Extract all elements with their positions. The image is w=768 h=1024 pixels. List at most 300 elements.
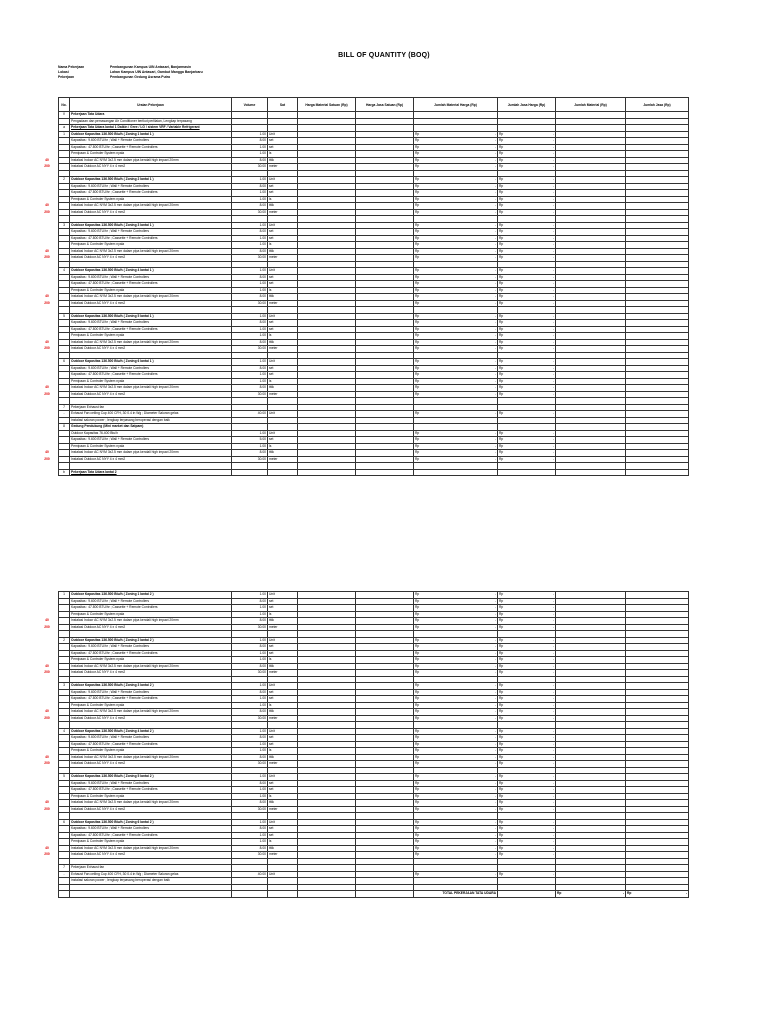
col-header-desc: Uraian Pekerjaan [70, 98, 232, 112]
material-total-value: - [494, 385, 496, 390]
item-volume: 8.00 [232, 754, 268, 761]
item-unit: Unit [268, 313, 298, 320]
item-number: a [59, 125, 70, 132]
side-label: 40 [45, 339, 49, 344]
currency-label: Rp [499, 333, 504, 338]
service-total-value: - [552, 748, 554, 753]
item-description: Kapasitas : 47.800 BTU/hr ; Cassette + Remote Controllers [70, 190, 232, 197]
item-volume: 1.00 [232, 268, 268, 275]
service-total-value: - [552, 657, 554, 662]
currency-label: Rp [499, 365, 504, 370]
currency-label: Rp [415, 696, 420, 701]
currency-label: Rp [499, 164, 504, 169]
currency-label: Rp [415, 320, 420, 325]
item-description: Instalasi Indoor AC NYM 3x2.5 mm dalam pipa kendali high impact 20mm [70, 845, 232, 852]
currency-label: Rp [415, 819, 420, 824]
item-volume: 1.00 [232, 281, 268, 288]
currency-label: Rp [415, 144, 420, 149]
service-total-value: - [552, 683, 554, 688]
currency-label: Rp [499, 683, 504, 688]
item-number: b [59, 469, 70, 476]
currency-label: Rp [499, 157, 504, 162]
material-total-value: - [494, 450, 496, 455]
material-total-value: - [494, 203, 496, 208]
item-description: Instalasi Indoor AC NYM 3x2.5 mm dalam pipa kendali high impact 20mm [70, 800, 232, 807]
currency-label: Rp [499, 287, 504, 292]
material-total-value: - [494, 683, 496, 688]
item-description: Instalasi Outdoor AC NYY 4 x 4 mm2 [70, 164, 232, 171]
currency-label: Rp [499, 313, 504, 318]
material-total-value: - [494, 359, 496, 364]
service-total-value: - [552, 780, 554, 785]
item-description: Kapasitas : 47.800 BTU/hr ; Cassette + Remote Controllers [70, 281, 232, 288]
item-description: Kapasitas : 9.600 BTU/hr ; Wall + Remote Controllers [70, 598, 232, 605]
side-label: 40 [45, 385, 49, 389]
col-header-volume: Volume [232, 98, 268, 112]
item-volume: 1.00 [232, 793, 268, 800]
total-material-value: - [622, 891, 624, 896]
item-volume: 1.00 [232, 196, 268, 203]
item-unit: Unit [268, 774, 298, 781]
currency-label: Rp [499, 845, 504, 850]
item-unit: set [268, 183, 298, 190]
meta-row [58, 75, 203, 80]
side-label: 200 [44, 624, 50, 629]
material-total-value: - [494, 761, 496, 766]
service-total-value: - [552, 826, 554, 831]
currency-label: Rp [499, 650, 504, 655]
item-unit: meter [268, 300, 298, 307]
currency-label: Rp [557, 891, 562, 896]
item-unit: ls [268, 748, 298, 755]
item-description: Instalasi Indoor AC NYM 3x2.5 mm dalam pipa kendali high impact 20mm [70, 294, 232, 301]
item-unit: titik [268, 845, 298, 852]
item-description: Instalasi Outdoor AC NYY 4 x 4 mm2 [70, 255, 232, 262]
item-unit: Unit [268, 359, 298, 366]
material-total-value: - [494, 313, 496, 318]
item-description: Kapasitas : 47.800 BTU/hr ; Cassette + Remote Controllers [70, 696, 232, 703]
item-unit: Unit [268, 222, 298, 229]
item-unit: meter [268, 164, 298, 171]
side-label: 200 [44, 209, 50, 214]
item-unit: ls [268, 151, 298, 158]
item-volume: 30.00 [232, 761, 268, 768]
item-number: 4 [59, 728, 70, 735]
side-label: 40 [45, 157, 49, 162]
side-label: 40 [45, 709, 49, 713]
material-total-value: - [494, 819, 496, 824]
item-description: Kapasitas : 9.600 BTU/hr ; Wall + Remote Controllers [70, 780, 232, 787]
currency-label: Rp [415, 287, 420, 292]
item-volume: 8.00 [232, 709, 268, 716]
item-description: instalasi saluran power ; lengkap terpasang beroperasi dengan baik [70, 417, 232, 424]
service-total-value: - [552, 800, 554, 805]
currency-label: Rp [499, 242, 504, 247]
col-header-material-sum: Jumlah Material (Rp) [556, 98, 626, 112]
currency-label: Rp [499, 456, 504, 461]
item-unit [268, 469, 298, 476]
currency-label: Rp [415, 242, 420, 247]
currency-label: Rp [499, 618, 504, 623]
material-total [414, 469, 498, 476]
currency-label: Rp [415, 650, 420, 655]
item-unit: Unit [268, 637, 298, 644]
item-description: Outdoor Kapasitas 136.500 Btu/h ( Zoning 4 lantai 1 ) [70, 268, 232, 275]
item-volume: 1.00 [232, 144, 268, 151]
item-volume: 8.00 [232, 229, 268, 236]
item-number: 8 [59, 424, 70, 431]
item-description: Instalasi Indoor AC NYM 3x2.5 mm dalam pipa kendali high impact 20mm [70, 663, 232, 670]
side-label: 40 [45, 800, 49, 804]
currency-label: Rp [499, 268, 504, 273]
service-sum [626, 469, 689, 476]
currency-label: Rp [415, 832, 420, 837]
side-label: 40 [45, 248, 49, 253]
boq-table-page-2 [58, 591, 689, 898]
material-total-value: - [494, 787, 496, 792]
item-volume: 8.00 [232, 203, 268, 210]
material-total-value: - [494, 281, 496, 286]
service-total-value: - [552, 806, 554, 811]
material-total-value: - [494, 183, 496, 188]
item-unit: titik [268, 709, 298, 716]
item-unit: ls [268, 242, 298, 249]
meta-key: Lokasi [58, 70, 69, 75]
item-unit: titik [268, 385, 298, 392]
material-total-value: - [494, 800, 496, 805]
material-total-value: - [494, 138, 496, 143]
service-total-value: - [552, 598, 554, 603]
table-row [59, 469, 689, 476]
item-description: Pemipaan & Controler System nyala [70, 611, 232, 618]
currency-label: Rp [499, 339, 504, 344]
currency-label: Rp [415, 670, 420, 675]
currency-label: Rp [499, 359, 504, 364]
service-total-value: - [552, 839, 554, 844]
currency-label: Rp [415, 845, 420, 850]
currency-label: Rp [415, 443, 420, 448]
item-description: Instalasi Outdoor AC NYY 4 x 4 mm2 [70, 346, 232, 353]
item-volume: 5.00 [232, 437, 268, 444]
currency-label: Rp [415, 741, 420, 746]
service-total-value: - [552, 138, 554, 143]
service-total-value: - [552, 274, 554, 279]
item-unit: meter [268, 255, 298, 262]
material-total-value: - [494, 430, 496, 435]
material-total-value: - [494, 715, 496, 720]
currency-label: Rp [499, 761, 504, 766]
meta-value: Pembangunan Kampus UIN Antasari, Banjarmasin [110, 65, 192, 69]
item-unit: titik [268, 203, 298, 210]
item-unit: set [268, 689, 298, 696]
currency-label: Rp [415, 618, 420, 623]
item-description: Exhaust Fan ceiling Cup 400 CFH, 30 0.4 in Wg ; Diameter Saluran gelas [70, 871, 232, 878]
item-unit: set [268, 650, 298, 657]
item-unit: meter [268, 624, 298, 631]
currency-label: Rp [415, 248, 420, 253]
currency-label: Rp [415, 281, 420, 286]
item-description: Pemipaan & Controler System nyala [70, 196, 232, 203]
service-total-value: - [552, 787, 554, 792]
item-unit: Unit [268, 131, 298, 138]
item-description: Outdoor Kapasitas 136.500 Btu/h ( Zoning 2 lantai 2 ) [70, 637, 232, 644]
currency-label: Rp [499, 611, 504, 616]
material-total-value: - [494, 196, 496, 201]
material-total-value: - [494, 806, 496, 811]
item-volume: 8.00 [232, 294, 268, 301]
material-sum [556, 469, 626, 476]
item-unit: meter [268, 391, 298, 398]
item-description: Kapasitas : 9.600 BTU/hr ; Wall + Remote Controllers [70, 365, 232, 372]
item-description: Pemipaan & Controler System nyala [70, 702, 232, 709]
currency-label: Rp [499, 819, 504, 824]
currency-label: Rp [499, 715, 504, 720]
item-description: Outdoor Kapasitas 136.500 Btu/h ( Zoning 2 lantai 1 ) [70, 177, 232, 184]
material-total-value: - [494, 670, 496, 675]
service-total-value: - [552, 754, 554, 759]
item-volume: 1.00 [232, 819, 268, 826]
item-description: Outdoor Kapasitas 136.500 Btu/h ( Zoning 1 lantai 1 ) [70, 131, 232, 138]
material-total-value: - [494, 339, 496, 344]
item-description: Pemipaan & Controler System nyala [70, 287, 232, 294]
currency-label: Rp [499, 300, 504, 305]
item-volume: 30.00 [232, 624, 268, 631]
currency-label: Rp [415, 255, 420, 260]
item-volume: 1.00 [232, 657, 268, 664]
currency-label: Rp [415, 313, 420, 318]
material-total-value: - [494, 793, 496, 798]
item-description: Outdoor Kapasitas 136.500 Btu/h ( Zoning 4 lantai 2 ) [70, 728, 232, 735]
service-total-value: - [552, 871, 554, 876]
document-title: BILL OF QUANTITY (BOQ) [338, 52, 430, 59]
item-unit: set [268, 787, 298, 794]
material-total-value: - [494, 774, 496, 779]
item-volume: 1.00 [232, 741, 268, 748]
item-description: Pemipaan & Controler System nyala [70, 242, 232, 249]
side-label: 40 [45, 450, 49, 454]
service-total-value: - [552, 644, 554, 649]
item-description: Outdoor Kapasitas 136.500 Btu/h ( Zoning 1 lantai 2 ) [70, 592, 232, 599]
item-number: 2 [59, 637, 70, 644]
item-unit: set [268, 320, 298, 327]
material-total-value: - [494, 748, 496, 753]
currency-label: Rp [415, 326, 420, 331]
currency-label: Rp [499, 670, 504, 675]
item-volume: 8.00 [232, 845, 268, 852]
currency-label: Rp [499, 177, 504, 182]
item-unit: ls [268, 378, 298, 385]
material-total-value: - [494, 605, 496, 610]
currency-label: Rp [415, 203, 420, 208]
item-unit: meter [268, 670, 298, 677]
material-total-value: - [494, 839, 496, 844]
service-total-value: - [552, 365, 554, 370]
currency-label: Rp [415, 131, 420, 136]
service-total-value: - [552, 203, 554, 208]
item-unit: ls [268, 839, 298, 846]
item-number: - [59, 411, 70, 418]
item-unit: set [268, 190, 298, 197]
item-description: Kapasitas : 47.800 BTU/hr ; Cassette + Remote Controllers [70, 741, 232, 748]
item-volume: 8.00 [232, 450, 268, 457]
material-total-value: - [494, 151, 496, 156]
currency-label: Rp [499, 728, 504, 733]
side-label: 200 [44, 255, 50, 259]
item-description: Instalasi Indoor AC NYM 3x2.5 mm dalam pipa kendali high impact 20mm [70, 754, 232, 761]
item-unit: set [268, 696, 298, 703]
item-volume: 1.00 [232, 592, 268, 599]
material-total [414, 884, 498, 891]
item-volume: 1.00 [232, 359, 268, 366]
material-total-value: - [494, 780, 496, 785]
service-total-value: - [552, 255, 554, 260]
item-unit: titik [268, 618, 298, 625]
service-total-value: - [552, 313, 554, 318]
item-description: Instalasi Indoor AC NYM 3x2.5 mm dalam pipa kendali high impact 20mm [70, 450, 232, 457]
currency-label: Rp [499, 320, 504, 325]
item-description: instalasi saluran power ; lengkap terpasang beroperasi dengan baik [70, 878, 232, 885]
item-volume: 1.00 [232, 222, 268, 229]
material-total-value: - [494, 598, 496, 603]
currency-label: Rp [415, 754, 420, 759]
service-total-value: - [552, 696, 554, 701]
total-service [626, 891, 689, 898]
meta-value: Pembangunan Gedung Asrama Putra [110, 75, 170, 80]
item-unit: meter [268, 761, 298, 768]
item-description: Instalasi Indoor AC NYM 3x2.5 mm dalam pipa kendali high impact 20mm [70, 385, 232, 392]
service-total-value: - [552, 144, 554, 149]
item-unit: set [268, 372, 298, 379]
currency-label: Rp [415, 437, 420, 442]
item-volume: 1.00 [232, 728, 268, 735]
item-volume: 8.00 [232, 157, 268, 164]
boq-body-page-1 [59, 112, 689, 476]
item-unit: titik [268, 754, 298, 761]
item-description: Instalasi Outdoor AC NYY 4 x 4 mm2 [70, 715, 232, 722]
item-volume [232, 469, 268, 476]
service-total-value: - [552, 592, 554, 597]
item-volume: 30.00 [232, 255, 268, 262]
currency-label: Rp [415, 852, 420, 857]
currency-label: Rp [415, 300, 420, 305]
side-label: 40 [45, 203, 49, 207]
item-description: Outdoor Kapasitas 136.500 Btu/h ( Zoning 6 lantai 1 ) [70, 359, 232, 366]
material-total-value: - [494, 346, 496, 351]
item-volume: 1.00 [232, 430, 268, 437]
material-total-value: - [494, 320, 496, 325]
item-description: Kapasitas : 9.600 BTU/hr ; Wall + Remote Controllers [70, 320, 232, 327]
item-volume: 30.00 [232, 346, 268, 353]
item-volume: 1.00 [232, 333, 268, 340]
currency-label: Rp [499, 385, 504, 390]
material-total-value: - [494, 300, 496, 305]
side-label: 200 [44, 346, 50, 350]
item-description: Instalasi Outdoor AC NYY 4 x 4 mm2 [70, 761, 232, 768]
item-unit: meter [268, 806, 298, 813]
item-unit: set [268, 326, 298, 333]
currency-label: Rp [415, 339, 420, 344]
item-volume: 8.00 [232, 800, 268, 807]
material-total-value: - [494, 333, 496, 338]
currency-label: Rp [499, 787, 504, 792]
currency-label: Rp [415, 702, 420, 707]
side-label: 200 [44, 761, 50, 765]
item-description: Instalasi Indoor AC NYM 3x2.5 mm dalam pipa kendali high impact 20mm [70, 339, 232, 346]
material-total-value: - [494, 437, 496, 442]
material-total-value: - [494, 845, 496, 850]
service-total-value: - [552, 624, 554, 629]
currency-label: Rp [415, 644, 420, 649]
item-number: - [59, 871, 70, 878]
side-label: 200 [44, 391, 50, 396]
currency-label: Rp [415, 592, 420, 597]
currency-label: Rp [415, 871, 420, 876]
service-total-value: - [552, 819, 554, 824]
service-total-value: - [552, 320, 554, 325]
currency-label: Rp [415, 196, 420, 201]
item-unit: Unit [268, 411, 298, 418]
currency-label: Rp [415, 774, 420, 779]
currency-label: Rp [415, 151, 420, 156]
item-unit: titik [268, 157, 298, 164]
currency-label: Rp [499, 138, 504, 143]
currency-label: Rp [499, 437, 504, 442]
currency-label: Rp [415, 657, 420, 662]
currency-label: Rp [415, 624, 420, 629]
service-total-value: - [552, 735, 554, 740]
service-total-value: - [552, 391, 554, 396]
item-number: V [59, 112, 70, 119]
currency-label: Rp [415, 839, 420, 844]
col-header-service-unit-price: Harga Jasa Satuan (Rp) [356, 98, 414, 112]
currency-label: Rp [499, 663, 504, 668]
item-description: Pekerjaan Exhaust fan [70, 404, 232, 411]
material-unit-price [298, 469, 356, 476]
item-description: Pekerjaan Exhaust fan [70, 865, 232, 872]
currency-label: Rp [499, 774, 504, 779]
item-description: Pemipaan & Controler System nyala [70, 657, 232, 664]
currency-label: Rp [415, 611, 420, 616]
item-unit: titik [268, 800, 298, 807]
currency-label: Rp [499, 281, 504, 286]
item-number: 6 [59, 819, 70, 826]
currency-label: Rp [415, 761, 420, 766]
service-total-value: - [552, 437, 554, 442]
service-total-value: - [552, 618, 554, 623]
item-unit: set [268, 281, 298, 288]
service-total-value: - [552, 611, 554, 616]
material-total-value: - [494, 248, 496, 253]
service-total-value: - [552, 709, 554, 714]
currency-label: Rp [415, 164, 420, 169]
item-volume: 1.00 [232, 605, 268, 612]
item-unit: Unit [268, 430, 298, 437]
item-volume: 8.00 [232, 183, 268, 190]
item-unit: Unit [268, 592, 298, 599]
item-volume: 1.00 [232, 774, 268, 781]
item-unit: ls [268, 793, 298, 800]
item-number: 2 [59, 177, 70, 184]
material-total-value: - [494, 222, 496, 227]
item-description: Instalasi Outdoor AC NYY 4 x 4 mm2 [70, 852, 232, 859]
service-total-value: - [552, 346, 554, 351]
material-total-value: - [494, 209, 496, 214]
material-total-value: - [494, 242, 496, 247]
col-header-material-total: Jumlah Material Harga (Rp) [414, 98, 498, 112]
item-volume: 1.00 [232, 372, 268, 379]
currency-label: Rp [499, 372, 504, 377]
service-total-value: - [552, 715, 554, 720]
